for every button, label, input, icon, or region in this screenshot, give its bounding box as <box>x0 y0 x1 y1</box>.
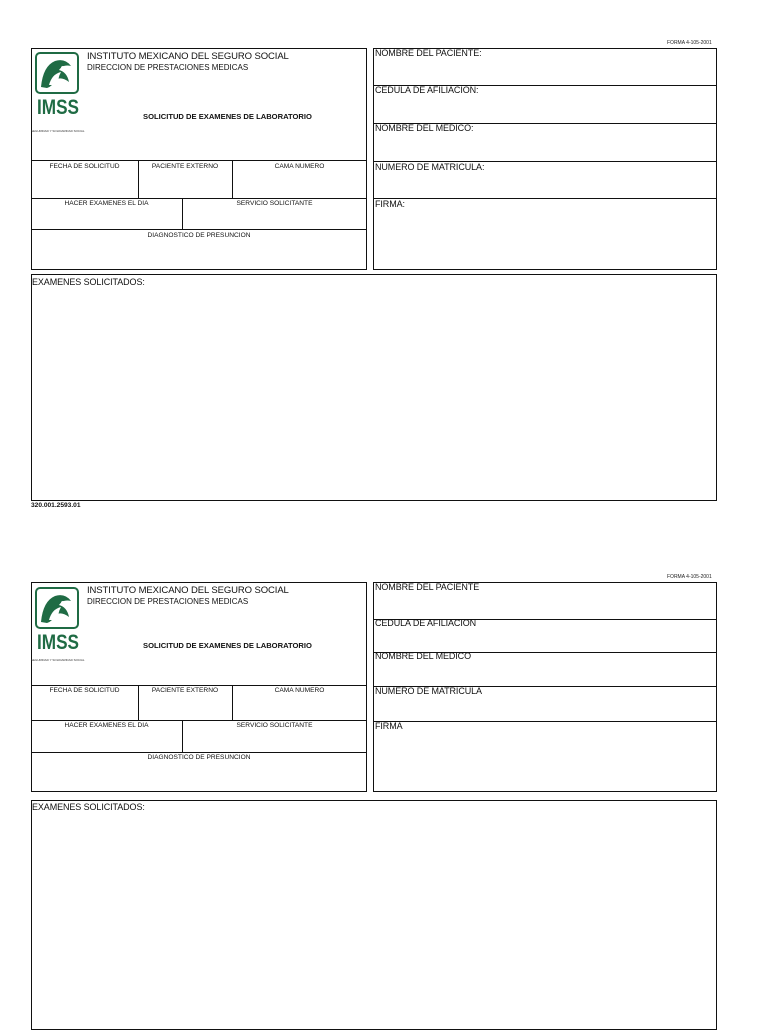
fecha-solicitud-label: FECHA DE SOLICITUD <box>49 163 120 170</box>
imss-logo <box>35 52 81 123</box>
examenes-field[interactable] <box>33 815 715 1015</box>
direction-name: DIRECCION DE PRESTACIONES MEDICAS <box>87 597 249 606</box>
forma-number: FORMA 4-105-2001 <box>667 574 712 580</box>
institute-name: INSTITUTO MEXICANO DEL SEGURO SOCIAL <box>87 585 289 596</box>
hacer-examenes-field[interactable] <box>31 209 182 229</box>
diagnostico-label: DIAGNOSTICO DE PRESUNCION <box>147 232 251 239</box>
servicio-solicitante-label: SERVICIO SOLICITANTE <box>236 200 313 207</box>
cedula-afiliacion-label: CEDULA DE AFILIACION <box>375 618 477 628</box>
direction-name: DIRECCION DE PRESTACIONES MEDICAS <box>87 63 249 72</box>
numero-matricula-field[interactable] <box>375 174 715 197</box>
firma-field[interactable] <box>375 733 715 790</box>
svg-text:IMSS: IMSS <box>37 96 79 119</box>
svg-text:IMSS: IMSS <box>37 631 79 654</box>
cama-numero-label: CAMA NUMERO <box>274 687 325 694</box>
hacer-examenes-label: HACER EXAMENES EL DIA <box>64 722 149 729</box>
form-title: SOLICITUD DE EXAMENES DE LABORATORIO <box>143 112 312 121</box>
firma-field[interactable] <box>375 211 715 268</box>
logo-subtext: SEGURIDAD Y SOLIDARIDAD SOCIAL <box>31 658 85 662</box>
forma-number: FORMA 4-105-2001 <box>667 40 712 46</box>
fecha-solicitud-field[interactable] <box>31 696 138 720</box>
examenes-label: EXAMENES SOLICITADOS: <box>32 277 145 287</box>
cama-numero-label: CAMA NUMERO <box>274 163 325 170</box>
nombre-paciente-label: NOMBRE DEL PACIENTE: <box>375 48 482 58</box>
cama-numero-field[interactable] <box>232 696 367 720</box>
firma-label: FIRMA <box>375 721 403 731</box>
cedula-afiliacion-label: CEDULA DE AFILIACION: <box>375 85 479 95</box>
examenes-field[interactable] <box>33 290 715 499</box>
nombre-medico-field[interactable] <box>375 663 715 685</box>
fecha-solicitud-label: FECHA DE SOLICITUD <box>49 687 120 694</box>
form-code: 320.001.2593.01 <box>31 502 81 509</box>
imss-eagle-icon <box>35 52 81 118</box>
paciente-externo-field[interactable] <box>138 696 232 720</box>
servicio-solicitante-label: SERVICIO SOLICITANTE <box>236 722 313 729</box>
institute-name: INSTITUTO MEXICANO DEL SEGURO SOCIAL <box>87 51 289 62</box>
diagnostico-label: DIAGNOSTICO DE PRESUNCION <box>147 754 251 761</box>
paciente-externo-field[interactable] <box>138 172 232 198</box>
nombre-paciente-field[interactable] <box>375 60 715 84</box>
paciente-externo-label: PACIENTE EXTERNO <box>151 163 219 170</box>
numero-matricula-field[interactable] <box>375 698 715 720</box>
form-title: SOLICITUD DE EXAMENES DE LABORATORIO <box>143 641 312 650</box>
cedula-afiliacion-field[interactable] <box>375 97 715 122</box>
paciente-externo-label: PACIENTE EXTERNO <box>151 687 219 694</box>
servicio-solicitante-field[interactable] <box>182 731 367 752</box>
nombre-medico-field[interactable] <box>375 135 715 160</box>
nombre-paciente-field[interactable] <box>375 594 715 618</box>
numero-matricula-label: NUMERO DE MATRICULA: <box>375 162 485 172</box>
hacer-examenes-label: HACER EXAMENES EL DIA <box>64 200 149 207</box>
nombre-medico-label: NOMBRE DEL MEDICO <box>375 651 471 661</box>
nombre-paciente-label: NOMBRE DEL PACIENTE <box>375 582 480 592</box>
cedula-afiliacion-field[interactable] <box>375 630 715 651</box>
logo-subtext: SEGURIDAD Y SOLIDARIDAD SOCIAL <box>31 129 85 133</box>
diagnostico-field[interactable] <box>31 763 367 791</box>
hacer-examenes-field[interactable] <box>31 731 182 752</box>
imss-eagle-icon <box>35 587 81 653</box>
numero-matricula-label: NUMERO DE MATRICULA <box>375 686 482 696</box>
servicio-solicitante-field[interactable] <box>182 209 367 229</box>
fecha-solicitud-field[interactable] <box>31 172 138 198</box>
cama-numero-field[interactable] <box>232 172 367 198</box>
diagnostico-field[interactable] <box>31 241 367 269</box>
firma-label: FIRMA: <box>375 199 405 209</box>
examenes-label: EXAMENES SOLICITADOS: <box>32 802 145 812</box>
lab-request-form-2 <box>0 530 768 1024</box>
nombre-medico-label: NOMBRE DEL MEDICO: <box>375 123 474 133</box>
imss-logo <box>35 587 81 658</box>
